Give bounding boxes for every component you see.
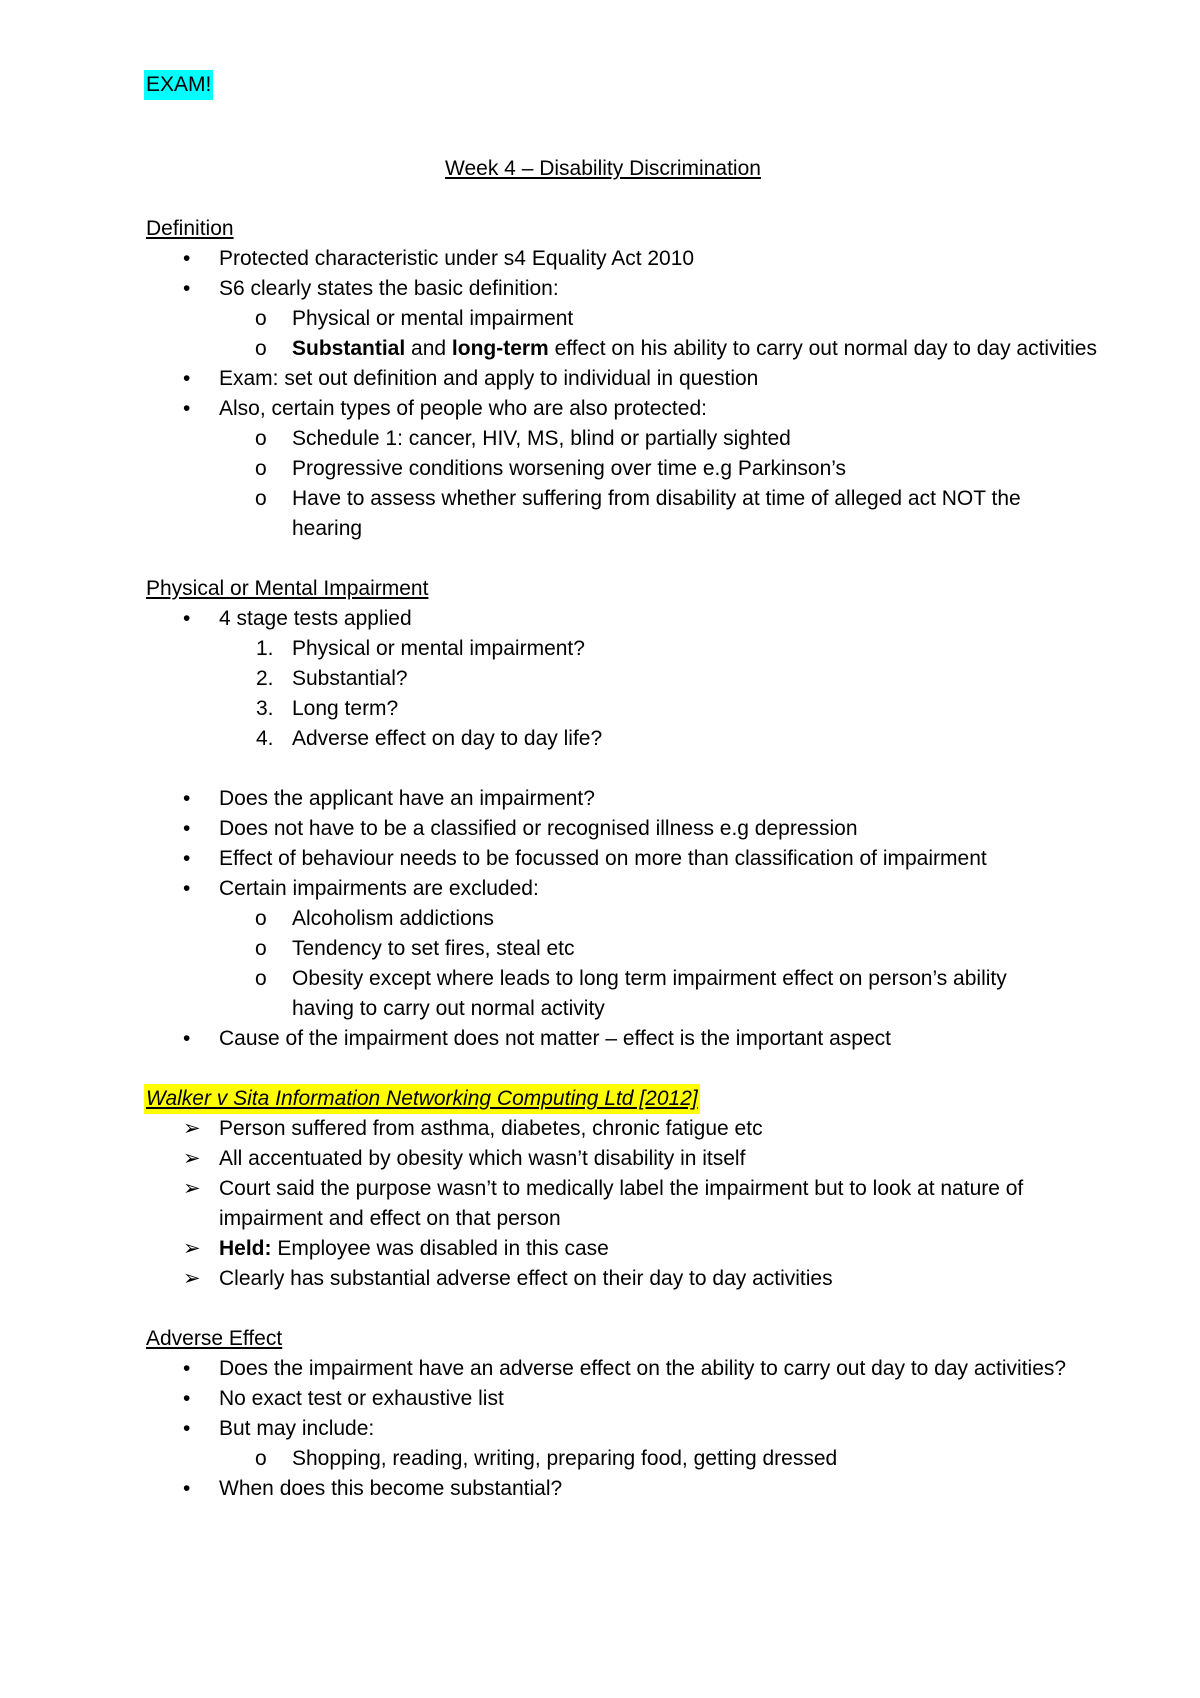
list-item-text: Court said the purpose wasn’t to medically label the impairment but to look at nature of impairment and effect on that person — [219, 1177, 1024, 1230]
exam-tag-line — [146, 70, 1060, 100]
list-item-text: Certain impairments are excluded: — [219, 877, 539, 900]
arrow-bullet-icon: ➢ — [183, 1237, 201, 1260]
numbered-item — [146, 634, 1060, 664]
list-item — [146, 1264, 1060, 1294]
item-number: 4. — [256, 727, 274, 750]
case-list — [146, 1114, 1060, 1294]
arrow-bullet-icon: ➢ — [183, 1147, 201, 1170]
list-item — [146, 274, 1060, 304]
list-item — [146, 1144, 1060, 1174]
list-item-text: S6 clearly states the basic definition: — [219, 277, 559, 300]
list-item — [146, 1114, 1060, 1144]
list-item-text: Person suffered from asthma, diabetes, chronic fatigue etc — [219, 1117, 763, 1140]
list-item — [146, 364, 1060, 394]
document-title: Week 4 – Disability Discrimination — [445, 157, 761, 180]
circle-bullet-icon: o — [255, 937, 267, 960]
bullet-icon: • — [183, 877, 191, 900]
list-item — [146, 784, 1060, 814]
arrow-bullet-icon: ➢ — [183, 1177, 201, 1200]
numbered-item — [146, 694, 1060, 724]
list-item — [146, 1414, 1060, 1444]
list-item — [146, 1234, 1060, 1264]
impairment-list — [146, 604, 1060, 754]
circle-bullet-icon: o — [255, 457, 267, 480]
spacer — [146, 754, 1060, 784]
bullet-icon: • — [183, 1027, 191, 1050]
item-number: 2. — [256, 667, 274, 690]
list-item-text: 4 stage tests applied — [219, 607, 412, 630]
bullet-icon: • — [183, 1417, 191, 1440]
circle-bullet-icon: o — [255, 337, 267, 360]
bullet-icon: • — [183, 277, 191, 300]
bold-term: Substantial — [292, 337, 406, 360]
sub-list-item — [146, 1444, 1060, 1474]
list-item-text: Does the applicant have an impairment? — [219, 787, 595, 810]
list-item — [146, 1384, 1060, 1414]
sub-list-item — [146, 934, 1060, 964]
bold-term: long-term — [451, 337, 549, 360]
list-item-text: effect on his ability to carry out normal day to day activities — [548, 337, 1097, 360]
list-item — [146, 814, 1060, 844]
sub-list-item — [146, 964, 1072, 1024]
definition-list — [146, 244, 1097, 544]
list-item-text: Adverse effect on day to day life? — [292, 727, 603, 750]
case-name: Walker v Sita Information Networking Computing Ltd [2012] — [144, 1084, 700, 1114]
impairment-heading: Physical or Mental Impairment — [146, 577, 429, 600]
list-item-text: Exam: set out definition and apply to individual in question — [219, 367, 759, 390]
list-item-text: Long term? — [292, 697, 399, 720]
list-item-text: All accentuated by obesity which wasn’t disability in itself — [219, 1147, 746, 1170]
list-item-text: and — [405, 337, 452, 360]
sub-list-item — [146, 304, 1060, 334]
sub-list-item — [146, 484, 1052, 544]
list-item-text: Obesity except where leads to long term impairment effect on person’s ability having to carry out normal activity — [292, 967, 1007, 1020]
impairment-section — [146, 574, 1060, 1054]
list-item — [146, 604, 1060, 634]
bullet-icon: • — [183, 1477, 191, 1500]
list-item-text: Protected characteristic under s4 Equality Act 2010 — [219, 247, 695, 270]
list-item-text: Shopping, reading, writing, preparing food, getting dressed — [292, 1447, 838, 1470]
list-item-text: Employee was disabled in this case — [271, 1237, 609, 1260]
list-item-text: Also, certain types of people who are also protected: — [219, 397, 707, 420]
bullet-icon: • — [183, 397, 191, 420]
adverse-heading: Adverse Effect — [146, 1327, 283, 1350]
adverse-list — [146, 1354, 1067, 1504]
list-item — [146, 1024, 1060, 1054]
sub-list-item — [146, 454, 1060, 484]
list-item-text: When does this become substantial? — [219, 1477, 563, 1500]
circle-bullet-icon: o — [255, 967, 267, 990]
bullet-icon: • — [183, 1357, 191, 1380]
sub-list-item — [146, 424, 1060, 454]
list-item — [146, 844, 1060, 874]
sub-list-item — [146, 904, 1060, 934]
item-number: 1. — [256, 637, 274, 660]
sub-list-item — [146, 334, 1112, 364]
case-heading-line — [146, 1084, 1060, 1114]
definition-heading: Definition — [146, 217, 234, 240]
list-item — [146, 394, 1060, 424]
list-item-text: Effect of behaviour needs to be focussed on more than classification of impairment — [219, 847, 987, 870]
adverse-section — [146, 1324, 1067, 1504]
list-item-text: But may include: — [219, 1417, 375, 1440]
list-item-text: Does the impairment have an adverse effect on the ability to carry out day to day activities? — [219, 1357, 1067, 1380]
bullet-icon: • — [183, 817, 191, 840]
circle-bullet-icon: o — [255, 1447, 267, 1470]
circle-bullet-icon: o — [255, 307, 267, 330]
list-item-text: Have to assess whether suffering from disability at time of alleged act NOT the hearing — [292, 487, 1021, 540]
bullet-icon: • — [183, 1387, 191, 1410]
list-item-text: Tendency to set fires, steal etc — [292, 937, 575, 960]
list-item-text: No exact test or exhaustive list — [219, 1387, 504, 1410]
numbered-item — [146, 664, 1060, 694]
arrow-bullet-icon: ➢ — [183, 1117, 201, 1140]
circle-bullet-icon: o — [255, 427, 267, 450]
bold-term: Held: — [219, 1237, 272, 1260]
arrow-bullet-icon: ➢ — [183, 1267, 201, 1290]
exam-tag: EXAM! — [144, 70, 213, 100]
item-number: 3. — [256, 697, 274, 720]
case-section — [146, 1084, 1060, 1294]
list-item-text: Physical or mental impairment — [292, 307, 574, 330]
circle-bullet-icon: o — [255, 907, 267, 930]
list-item — [146, 1354, 1079, 1384]
bullet-icon: • — [183, 367, 191, 390]
list-item — [146, 244, 1060, 274]
list-item — [146, 1174, 1039, 1234]
impairment-criteria-list — [146, 784, 1060, 1054]
circle-bullet-icon: o — [255, 487, 267, 510]
bullet-icon: • — [183, 847, 191, 870]
list-item-text: Progressive conditions worsening over time e.g Parkinson’s — [292, 457, 847, 480]
list-item — [146, 874, 1060, 904]
list-item-text: Cause of the impairment does not matter – effect is the important aspect — [219, 1027, 891, 1050]
bullet-icon: • — [183, 247, 191, 270]
list-item-text: Physical or mental impairment? — [292, 637, 585, 660]
numbered-item — [146, 724, 1060, 754]
list-item-text: Schedule 1: cancer, HIV, MS, blind or partially sighted — [292, 427, 791, 450]
list-item — [146, 1474, 1060, 1504]
list-item-text: Substantial? — [292, 667, 408, 690]
list-item-text: Does not have to be a classified or recognised illness e.g depression — [219, 817, 858, 840]
list-item-text: Clearly has substantial adverse effect on their day to day activities — [219, 1267, 833, 1290]
definition-section — [146, 214, 1097, 544]
list-item-text: Alcoholism addictions — [292, 907, 494, 930]
bullet-icon: • — [183, 787, 191, 810]
bullet-icon: • — [183, 607, 191, 630]
